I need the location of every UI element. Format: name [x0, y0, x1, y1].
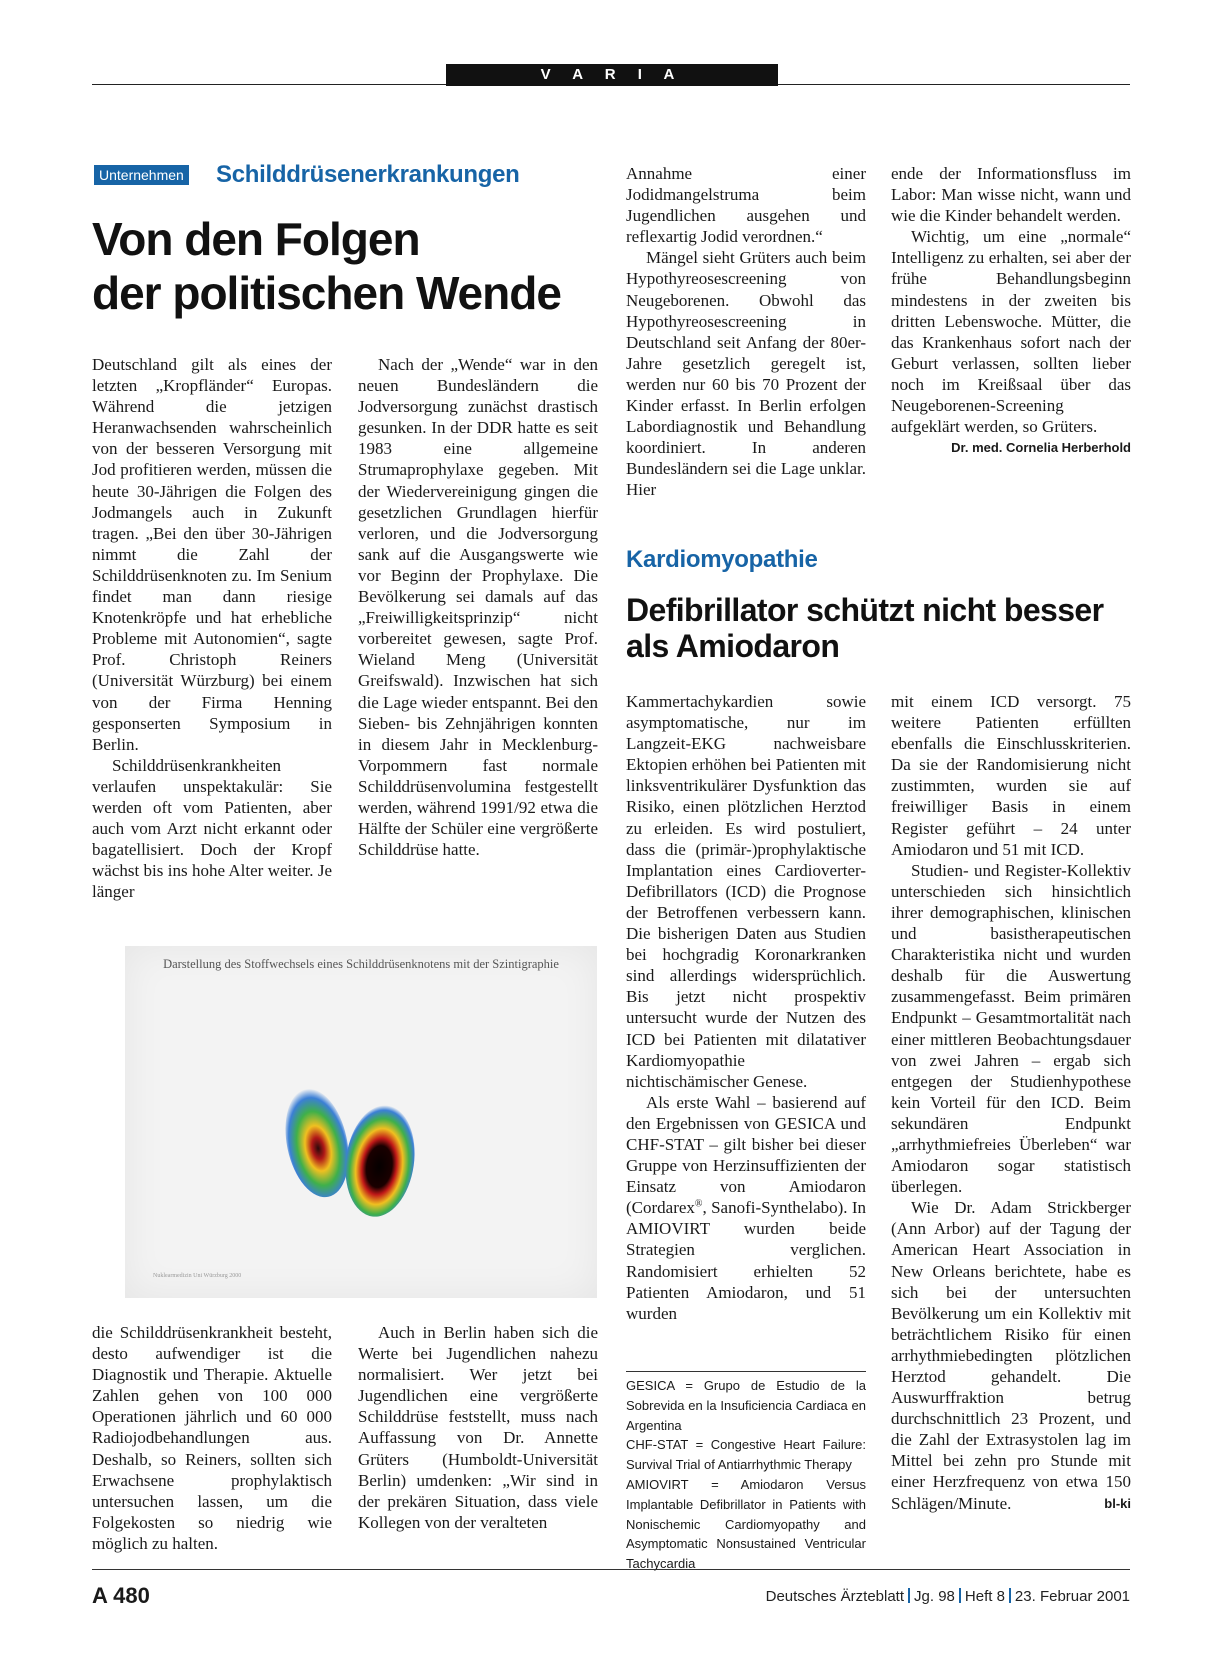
footer-rule — [92, 1569, 1130, 1570]
abbreviation-entry: AMIOVIRT = Amiodaron Versus Implantable Defibrillator in Patients with Nonischemic Cardiomyopathy and Asymptomatic Nonsustained Ventricular Tachycardia — [626, 1476, 866, 1572]
journal-volume: Jg. 98 — [914, 1588, 955, 1605]
registered-mark: ® — [694, 1198, 703, 1210]
paragraph: Annahme einer Jodidmangelstruma beim Jugendlichen ausgehen und reflexartig Jodid verordnen.“ — [626, 164, 866, 247]
section-label: V A R I A — [446, 64, 778, 86]
author-byline: Dr. med. Cornelia Herberhold — [951, 440, 1131, 456]
author-signature: bl-ki — [1104, 1495, 1131, 1511]
paragraph: Auch in Berlin haben sich die Werte bei Jugendlichen nahezu normalisiert. Wer jetzt bei Jugendlichen eine vergrößerte Schilddrüse feststellt, muss nach Auffassung von Dr. Annette Grüters (Humboldt-Universität Berlin) umdenken: „Wir sind in der prekären Situation, dass viele Kollegen von der veralteten — [358, 1323, 598, 1532]
thyroid-lobe-left — [276, 1083, 358, 1203]
article2-topic: Kardiomyopathie — [626, 546, 818, 573]
paragraph — [626, 1092, 866, 1324]
paragraph: Schilddrüsenkrankheiten verlaufen unspektakulär: Sie werden oft vom Patienten, aber auch vom Arzt nicht erkannt oder bagatellisiert. Doch der Kropf wächst bis ins hohe Alter weiter. Je länger — [92, 755, 332, 902]
article1-column-3 — [626, 163, 866, 501]
text-run: Als erste Wahl – basierend auf den Ergebnissen von GESICA und CHF-STAT – gilt bisher bei dieser Gruppe von Herzinsuffizienten der Einsatz von Amiodaron (Cordarex — [626, 1092, 866, 1218]
paragraph: ende der Informationsfluss im Labor: Man wisse nicht, wann und wie die Kinder behandelt werden. — [891, 164, 1131, 226]
paragraph: Wichtig, um eine „normale“ Intelligenz zu erhalten, sei aber der frühe Behandlungsbeginn mindestens in der zweiten bis dritten Lebenswoche. Mütter, die das Krankenhaus sofort nach der Geburt verlassen, sollten lieber noch im Kreißsaal über das Neugeborenen-Screening aufgeklärt werden, so Grüters. — [891, 227, 1131, 437]
page-number: A 480 — [92, 1583, 150, 1608]
abbreviation-entry: GESICA = Grupo de Estudio de la Sobrevida en la Insuficiencia Cardiaca en Argentina — [626, 1378, 866, 1433]
journal-date: 23. Februar 2001 — [1014, 1588, 1130, 1605]
text-run: Wie Dr. Adam Strickberger (Ann Arbor) auf der Tagung der American Heart Association in New Orleans berichtete, habe es sich bei der untersuchten Bevölkerung um ein Kollektiv mit beträchtlichem Risiko für einen arrhythmiebedingten plötzlichen Herztod gehandelt. Die Auswurffraktion betrug durchschnittlich 23 Prozent, und die Zahl der Extrasystolen lag im Mittel bei zehn pro Stunde mit einer Herzfrequenz von etwa 150 Schlägen/Minute. — [891, 1198, 1131, 1513]
scintigraphy-image — [125, 946, 597, 1298]
article2-headline: Defibrillator schützt nicht besser als Amiodaron — [626, 592, 1104, 664]
text-run: , Sanofi-Synthelabo). In AMIOVIRT wurden beide Strategien verglichen. Randomisiert erhielten 52 Patienten Amiodaron, und 51 wurden — [626, 1198, 866, 1323]
separator — [959, 1588, 961, 1603]
paragraph: Deutschland gilt als eines der letzten „Kropfländer“ Europas. Während die jetzigen Heranwachsenden wahrscheinlich von der besseren Versorgung mit Jod profitieren werden, müssen die heute 30-Jährigen die Folgen des Jodmangels auch in Zukunft tragen. „Bei den über 30-Jährigen nimmt die Zahl der Schilddrüsenknoten zu. Im Senium findet man dann riesige Knotenkröpfe und hat erhebliche Probleme mit Autonomien“, sagte Prof. Christoph Reiners (Universität Würzburg) bei einem von der Firma Henning gesponserten Symposium in Berlin. — [92, 355, 332, 754]
article1-headline: Von den Folgen der politischen Wende — [92, 213, 561, 319]
journal-issue: Heft 8 — [964, 1588, 1005, 1605]
kicker-badge: Unternehmen — [94, 165, 189, 185]
journal-citation — [766, 1587, 1130, 1607]
article1-column-4 — [891, 163, 1131, 459]
abbreviation-entry: CHF-STAT = Congestive Heart Failure: Survival Trial of Antiarrhythmic Therapy — [626, 1437, 866, 1473]
article1-column-5 — [92, 1322, 332, 1554]
article1-column-6 — [358, 1322, 598, 1533]
journal-name: Deutsches Ärzteblatt — [765, 1588, 905, 1605]
paragraph — [891, 1197, 1131, 1513]
paragraph: die Schilddrüsenkrankheit besteht, desto aufwendiger ist die Diagnostik und Therapie. Aktuelle Zahlen gehen von 100 000 Operationen jährlich und 60 000 Radiojodbehandlungen aus. Deshalb, so Reiners, sollten sich Erwachsene prophylaktisch untersuchen lassen, um die Folgekosten so niedrig wie möglich zu halten. — [92, 1323, 332, 1553]
figure-caption: Darstellung des Stoffwechsels eines Schilddrüsenknotens mit der Szintigraphie — [163, 957, 559, 971]
abbreviations-rule — [626, 1371, 866, 1372]
article1-column-2 — [358, 354, 598, 860]
paragraph: Studien- und Register-Kollektiv unterschieden sich hinsichtlich ihrer demographischen, klinischen und basistherapeutischen Charakteristika nicht und wurden deshalb für die Auswertung zusammengefasst. Beim primären Endpunkt – Gesamtmortalität nach einer mittleren Beobachtungsdauer von zwei Jahren – ergab sich entgegen der Studienhypothese kein Vorteil für den ICD. Beim sekundären Endpunkt „arrhythmiefreies Überleben“ war Amiodaron sogar statistisch überlegen. — [891, 860, 1131, 1197]
abbreviations-box — [626, 1376, 866, 1574]
scintigraphy-figure — [125, 946, 597, 1298]
thyroid-lobe-right — [339, 1101, 422, 1221]
article1-topic: Schilddrüsenerkrankungen — [216, 161, 520, 188]
paragraph: Nach der „Wende“ war in den neuen Bundesländern die Jodversorgung zunächst drastisch gesunken. In der DDR hatte es seit 1983 eine allgemeine Strumaprophylaxe gegeben. Mit der Wiedervereinigung gingen die gesetzlichen Grundlagen hierfür verloren, und die Jodversorgung sank auf die Ausgangswerte wie vor Beginn der Prophylaxe. Die Bevölkerung sei damals auf das „Freiwilligkeitsprinzip“ nicht vorbereitet gewesen, sagte Prof. Wieland Meng (Universität Greifswald). Inzwischen hat sich die Lage wieder entspannt. Bei den Sieben- bis Zehnjährigen konnten in diesem Jahr in Mecklenburg-Vorpommern fast normale Schilddrüsenvolumina festgestellt werden, während 1991/92 etwa die Hälfte der Schüler eine vergrößerte Schilddrüse hatte. — [358, 355, 598, 860]
paragraph: Mängel sieht Grüters auch beim Hypothyreosescreening von Neugeborenen. Obwohl das Hypothyreosescreening in Deutschland seit Anfang der 80er-Jahre gesetzlich geregelt ist, werden nur 60 bis 70 Prozent der Kinder erfasst. In Berlin erfolgen Labordiagnostik und Behandlung koordiniert. In anderen Bundesländern sei die Lage unklar. Hier — [626, 248, 866, 500]
article2-column-2 — [891, 691, 1131, 1514]
paragraph: Kammertachykardien sowie asymptomatische, nur im Langzeit-EKG nachweisbare Ektopien erhöhen bei Patienten mit linksventrikulärer Dysfunktion das Risiko, einen plötzlichen Herztod zu erleiden. Es wird postuliert, dass die (primär-)prophylaktische Implantation eines Cardioverter-Defibrillators (ICD) die Prognose der Betroffenen verbessern kann. Die bisherigen Daten aus Studien bei hochgradig Koronarkranken sind allerdings widersprüchlich. Bis jetzt nicht prospektiv untersucht wurde der Nutzen des ICD bei Patienten mit dilatativer Kardiomyopathie nichtischämischer Genese. — [626, 692, 866, 1091]
paragraph: mit einem ICD versorgt. 75 weitere Patienten erfüllten ebenfalls die Einschlusskriterien. Da sie der Randomisierung nicht zustimmten, wurden sie auf freiwilliger Basis in einem Register geführt – 24 unter Amiodaron und 51 mit ICD. — [891, 692, 1131, 859]
article2-column-1 — [626, 691, 866, 1324]
separator — [908, 1588, 910, 1603]
figure-credit: Nuklearmedizin Uni Würzburg 2000 — [153, 1273, 242, 1279]
article1-column-1 — [92, 354, 332, 902]
separator — [1009, 1588, 1011, 1603]
